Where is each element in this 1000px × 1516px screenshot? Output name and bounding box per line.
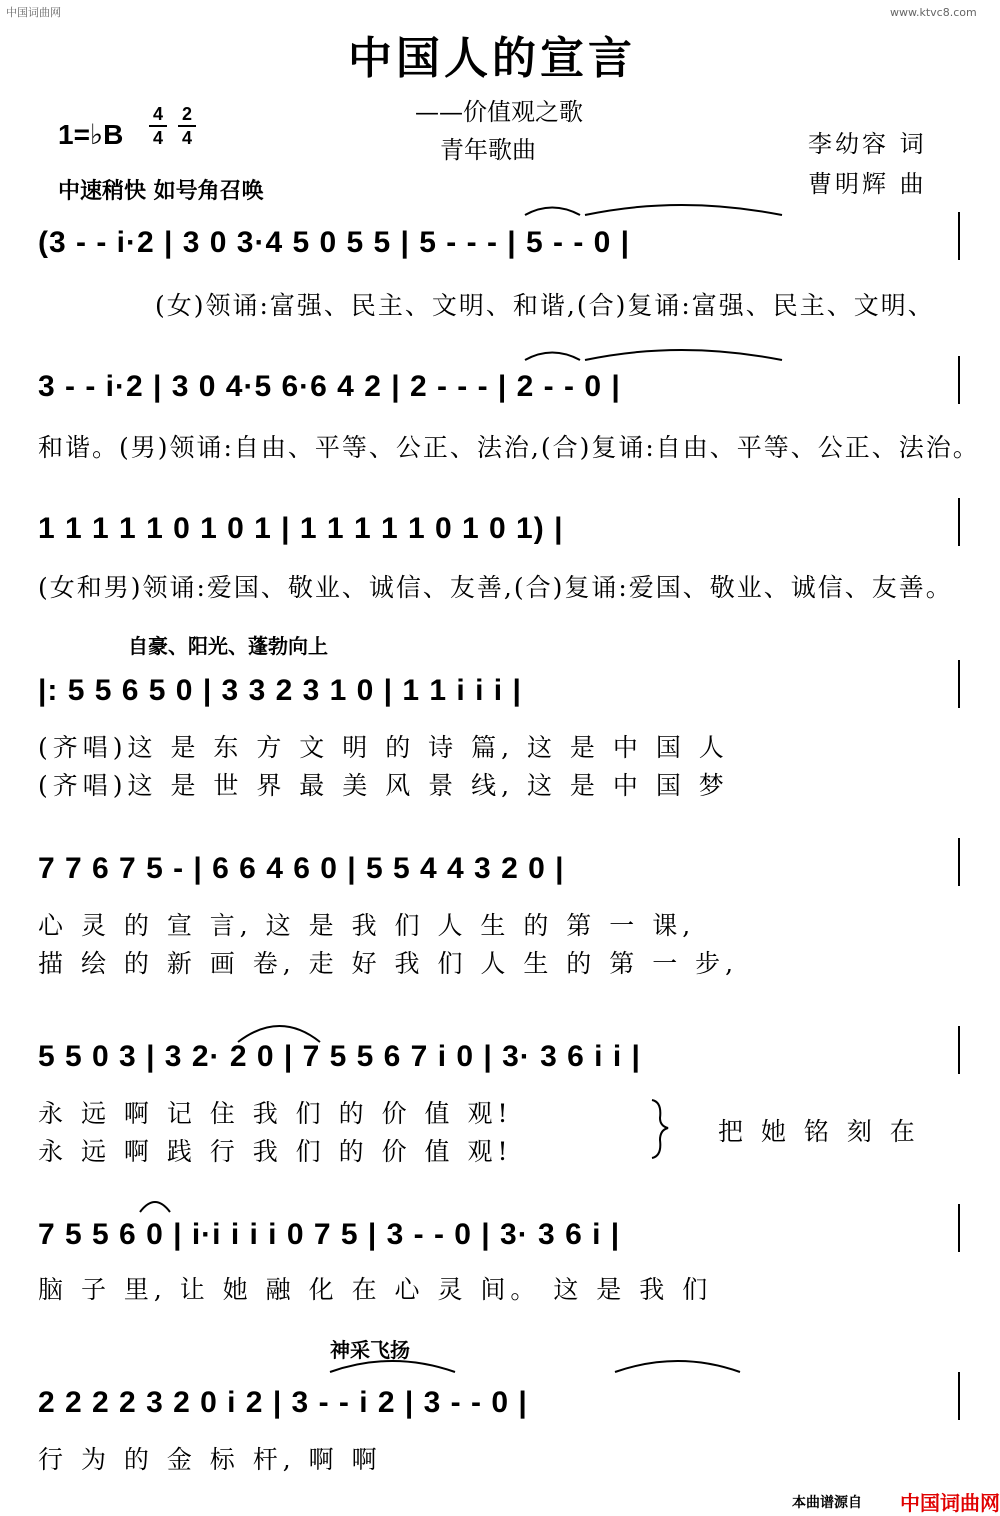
song-subtitle: ——价值观之歌 (415, 98, 583, 126)
source-site: 中国词曲网 (900, 1491, 1000, 1515)
tie-mark (585, 205, 782, 215)
end-barline (958, 660, 960, 708)
expression-marking-1: 自豪、阳光、蓬勃向上 (128, 634, 328, 658)
notation-row-4: |: 5 5 6 5 0 | 3 3 2 3 1 0 | 1 1 i i i | (38, 674, 522, 707)
tie-mark (525, 353, 580, 361)
fermata-mark (140, 1202, 170, 1212)
lyrics-row-4-verse-1: (齐唱)这 是 东 方 文 明 的 诗 篇, 这 是 中 国 人 (38, 733, 729, 762)
slur-mark (615, 1361, 740, 1372)
watermark-right: www.ktvc8.com (890, 6, 977, 19)
time-signature-2: 2 4 (176, 104, 198, 148)
watermark-left: 中国词曲网 (6, 6, 61, 19)
end-barline (958, 838, 960, 886)
key-signature: 1=♭B (58, 119, 124, 150)
lyrics-row-1: (女)领诵:富强、民主、文明、和谐,(合)复诵:富强、民主、文明、 (155, 291, 935, 320)
tempo-marking: 中速稍快 如号角召唤 (58, 179, 264, 204)
end-barline (958, 498, 960, 546)
composer-credit: 曹明辉 曲 (808, 170, 927, 198)
lyrics-row-4-verse-2: (齐唱)这 是 世 界 最 美 风 景 线, 这 是 中 国 梦 (38, 771, 729, 800)
lyrics-row-6-verse-2: 永 远 啊 践 行 我 们 的 价 值 观! (38, 1137, 513, 1166)
lyrics-row-3: (女和男)领诵:爱国、敬业、诚信、友善,(合)复诵:爱国、敬业、诚信、友善。 (38, 573, 953, 602)
tie-mark (585, 350, 782, 360)
notation-row-1: (3 - - i·2 | 3 0 3·4 5 0 5 5 | 5 - - - | 5 - - 0 | (38, 226, 631, 259)
tie-mark (525, 208, 580, 216)
notation-row-8: 2 2 2 2 3 2 0 i 2 | 3 - - i 2 | 3 - - 0 | (38, 1386, 528, 1419)
end-barline (958, 1204, 960, 1252)
slur-mark (238, 1026, 320, 1042)
end-barline (958, 1372, 960, 1420)
lyrics-row-2: 和谐。(男)领诵:自由、平等、公正、法治,(合)复诵:自由、平等、公正、法治。 (38, 433, 980, 462)
notation-row-3: 1 1 1 1 1 0 1 0 1 | 1 1 1 1 1 0 1 0 1) | (38, 512, 564, 545)
song-genre: 青年歌曲 (440, 136, 536, 164)
notation-row-5: 7 7 6 7 5 - | 6 6 4 6 0 | 5 5 4 4 3 2 0 | (38, 852, 565, 885)
lyrics-row-6-verse-1: 永 远 啊 记 住 我 们 的 价 值 观! (38, 1099, 513, 1128)
time-signature-1: 4 4 (147, 104, 169, 148)
expression-marking-2: 神采飞扬 (330, 1338, 410, 1362)
notation-row-6: 5 5 0 3 | 3 2· 2 0 | 7 5 5 6 7 i 0 | 3· 3 6 i i | (38, 1040, 641, 1073)
brace-mark (652, 1100, 668, 1158)
end-barline (958, 212, 960, 260)
lyrics-row-7: 脑 子 里, 让 她 融 化 在 心 灵 间。 这 是 我 们 (38, 1275, 713, 1304)
slur-mark (330, 1361, 455, 1372)
lyrics-row-5-verse-2: 描 绘 的 新 画 卷, 走 好 我 们 人 生 的 第 一 步, (38, 949, 739, 978)
notation-row-2: 3 - - i·2 | 3 0 4·5 6·6 4 2 | 2 - - - | 2 - - 0 | (38, 370, 621, 403)
end-barline (958, 1026, 960, 1074)
notation-row-7: 7 5 5 6 0 | i·i i i i 0 7 5 | 3 - - 0 | 3· 3 6 i | (38, 1218, 621, 1251)
lyrics-row-6-shared: 把 她 铭 刻 在 (718, 1117, 920, 1146)
source-label: 本曲谱源自 (792, 1495, 862, 1511)
lyrics-row-5-verse-1: 心 灵 的 宣 言, 这 是 我 们 人 生 的 第 一 课, (38, 911, 696, 940)
end-barline (958, 356, 960, 404)
lyricist-credit: 李幼容 词 (808, 130, 927, 158)
song-title: 中国人的宣言 (348, 33, 636, 84)
lyrics-row-8: 行 为 的 金 标 杆, 啊 啊 (38, 1445, 382, 1474)
